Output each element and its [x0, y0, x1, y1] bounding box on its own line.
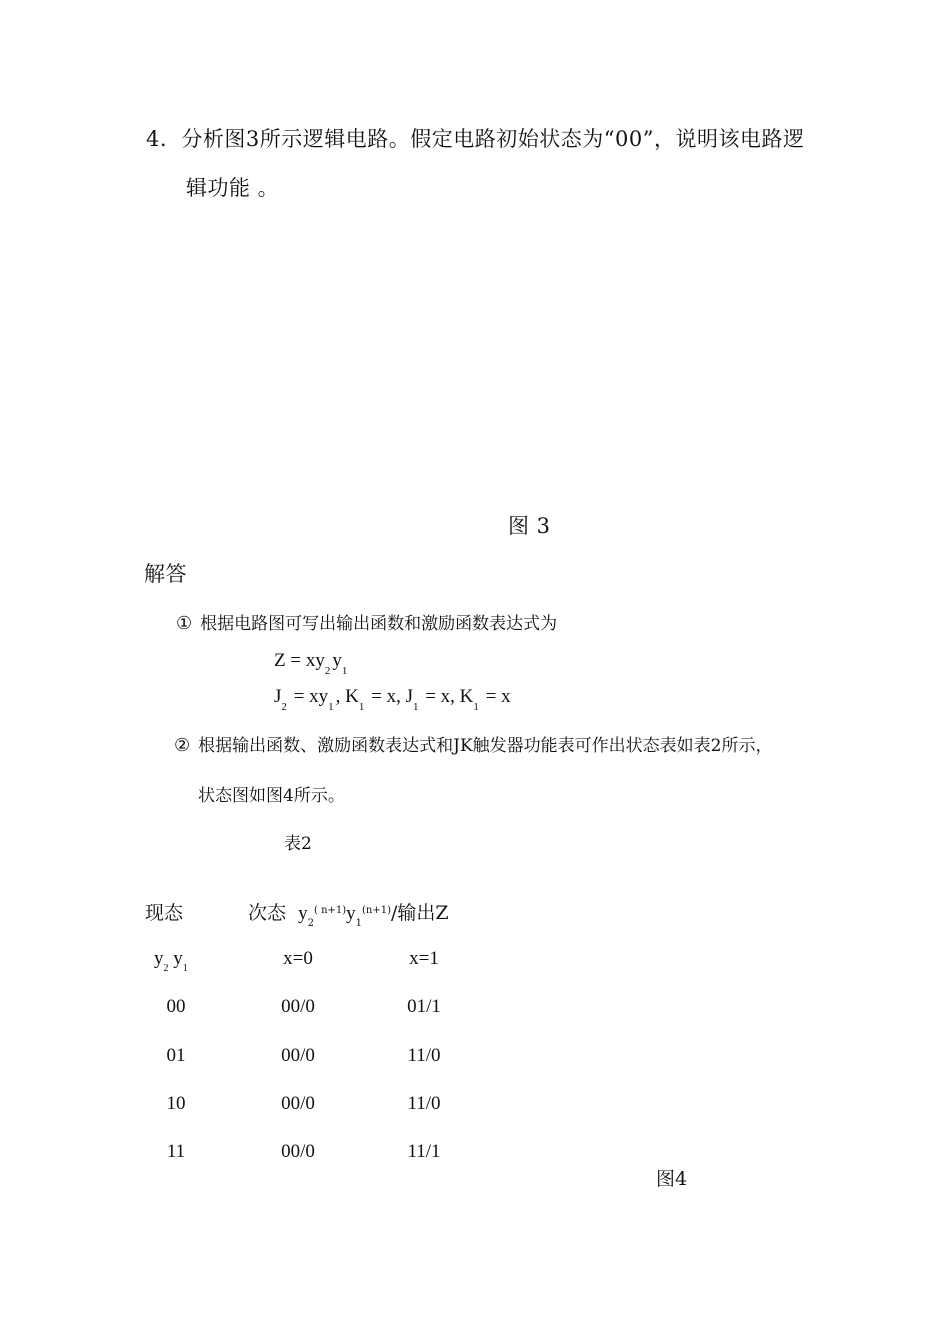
equation-z: $Z = xy_2$ $y_1$	[274, 650, 348, 677]
step-2-marker: ②	[174, 735, 191, 756]
step-1-marker: ①	[176, 613, 193, 634]
table-row-state: 11	[166, 1141, 186, 1162]
sub-header-y2y1: $y_2$ $y_1$	[154, 948, 188, 974]
column-header-x1: x=1	[409, 948, 439, 969]
table-row-x0: 00/0	[281, 1141, 315, 1162]
table-row-x1: 11/0	[407, 1093, 441, 1114]
step-1-line	[176, 609, 557, 634]
table-row-x0: 00/0	[281, 996, 315, 1017]
table-row-state: 10	[166, 1093, 186, 1114]
table-2-caption: 表2	[284, 834, 312, 854]
table-row-x1: 11/0	[407, 1045, 441, 1066]
table-row-x0: 00/0	[281, 1045, 315, 1066]
column-header-x0: x=0	[283, 948, 313, 969]
table-row-state: 00	[166, 996, 186, 1017]
step-2-text-1: 根据输出函数、激励函数表达式和JK触发器功能表可作出状态表如表2所示，	[198, 736, 773, 756]
table-row-x0: 00/0	[281, 1093, 315, 1114]
question-text-1: 分析图3所示逻辑电路。假定电路初始状态为“00”，说明该电路逻	[181, 127, 805, 151]
question-number: 4.	[146, 127, 168, 151]
equation-jk: $J_2 = xy_1$ , $K_1 = x$, $J_1 = x$, $K_1 = x$	[274, 686, 511, 713]
header-next-state: 次态 $y_2^{( n+1)}y_1^{(n+1)}/$输出Z	[248, 902, 449, 929]
header-present-state: 现态	[145, 902, 184, 924]
figure-3-caption: 图 3	[508, 514, 551, 538]
step-2-line-2: 状态图如图4所示。	[198, 786, 345, 806]
question-line-1	[146, 123, 804, 153]
figure-4-caption: 图4	[656, 1168, 688, 1190]
table-row-state: 01	[166, 1045, 186, 1066]
step-1-text: 根据电路图可写出输出函数和激励函数表达式为	[200, 614, 558, 634]
table-row-x1: 11/1	[407, 1141, 441, 1162]
step-2-line-1	[174, 731, 772, 756]
question-line-2: 辑功能 。	[186, 176, 280, 200]
table-row-x1: 01/1	[407, 996, 441, 1017]
answer-heading: 解答	[144, 562, 187, 586]
